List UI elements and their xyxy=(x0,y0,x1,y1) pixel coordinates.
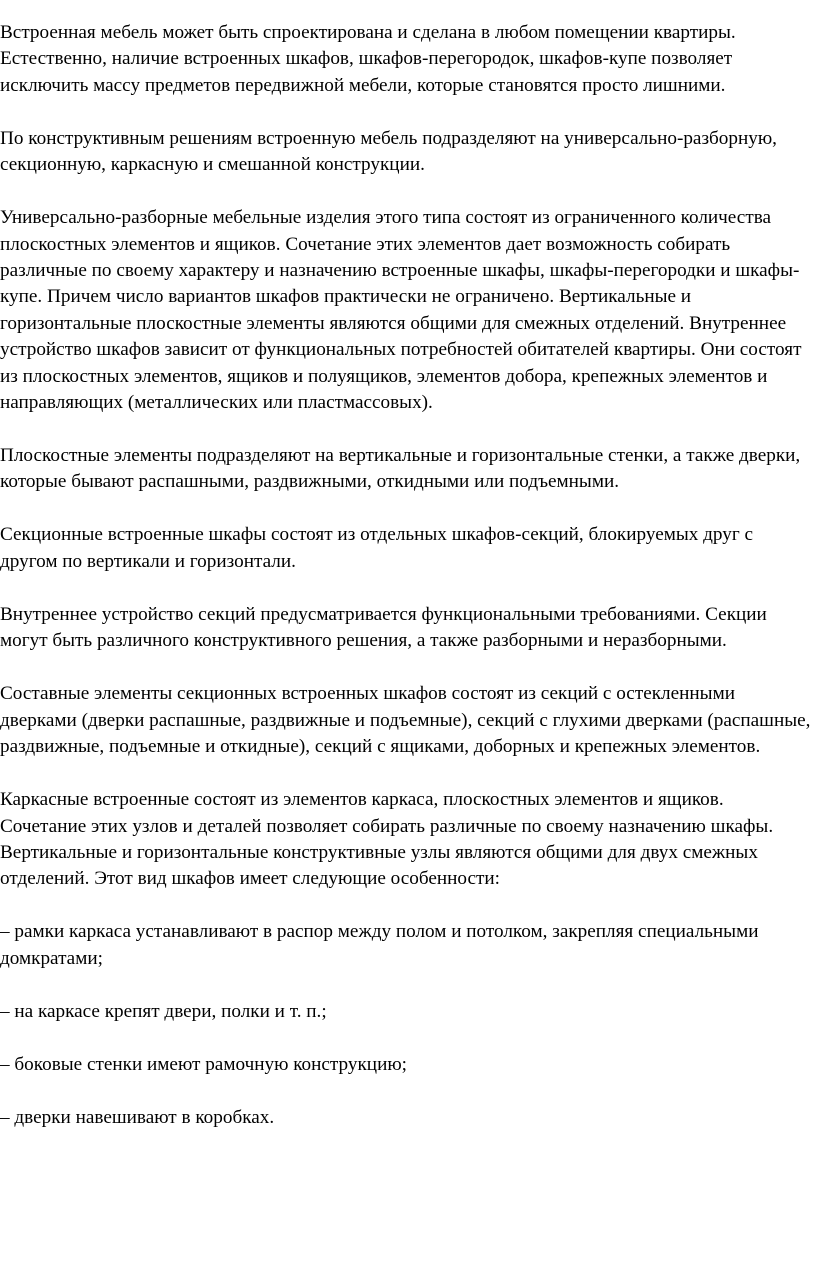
list-item: – боковые стенки имеют рамочную конструкцию; xyxy=(0,1053,408,1075)
paragraph-construction-types: По конструктивным решениям встроенную мебель подразделяют на универсально-разборную, секционную, каркасную и смешанной конструкции. xyxy=(0,127,777,176)
paragraph-planar-elements: Плоскостные элементы подразделяют на вертикальные и горизонтальные стенки, а также дверки, которые бывают распашными, раздвижными, откидными или подъемными. xyxy=(0,445,801,493)
paragraph-built-in-furniture: Встроенная мебель может быть спроектирована и сделана в любом помещении квартиры. Естественно, наличие встроенных шкафов, шкафов-перегородок, шкафов-купе позволяет исключить массу предметов передвижной мебели, которые становятся просто лишними. xyxy=(0,22,736,96)
list-item: – рамки каркаса устанавливают в распор между полом и потолком, закрепляя специальными домкратами; xyxy=(0,921,759,969)
list-item: – на каркасе крепят двери, полки и т. п.; xyxy=(0,1000,327,1022)
paragraph-universal-collapsible: Универсально-разборные мебельные изделия этого типа состоят из ограниченного количества плоскостных элементов и ящиков. Сочетание этих элементов дает возможность собирать различные по своему характеру и назначению встроенные шкафы, шкафы-перегородки и шкафы-купе. Причем число вариантов шкафов практически не ограничено. Вертикальные и горизонтальные плоскостные элементы являются общими для смежных отделений. Внутреннее устройство шкафов зависит от функциональных потребностей обитателей квартиры. Они состоят из плоскостных элементов, ящиков и полуящиков, элементов добора, крепежных элементов и направляющих (металлических или пластмассовых). xyxy=(0,207,802,414)
paragraph-sectional-components: Составные элементы секционных встроенных шкафов состоят из секций с остекленными дверками (дверки распашные, раздвижные и подъемные), секций с глухими дверками (распашные, раздвижные, подъемные и откидные), секций с ящиками, доборных и крепежных элементов. xyxy=(0,683,811,758)
paragraph-section-interior: Внутреннее устройство секций предусматривается функциональными требованиями. Секции могут быть различного конструктивного решения, а также разборными и неразборными. xyxy=(0,603,767,652)
paragraph-sectional-cabinets: Секционные встроенные шкафы состоят из отдельных шкафов-секций, блокируемых друг с другом по вертикали и горизонтали. xyxy=(0,524,754,572)
list-item: – дверки навешивают в коробках. xyxy=(0,1106,275,1128)
paragraph-frame-cabinets: Каркасные встроенные состоят из элементов каркаса, плоскостных элементов и ящиков. Сочетание этих узлов и деталей позволяет собирать различные по своему назначению шкафы. Вертикальные и горизонтальные конструктивные узлы являются общими для двух смежных отделений. Этот вид шкафов имеет следующие особенности: xyxy=(0,789,774,890)
document-body xyxy=(0,20,812,1158)
